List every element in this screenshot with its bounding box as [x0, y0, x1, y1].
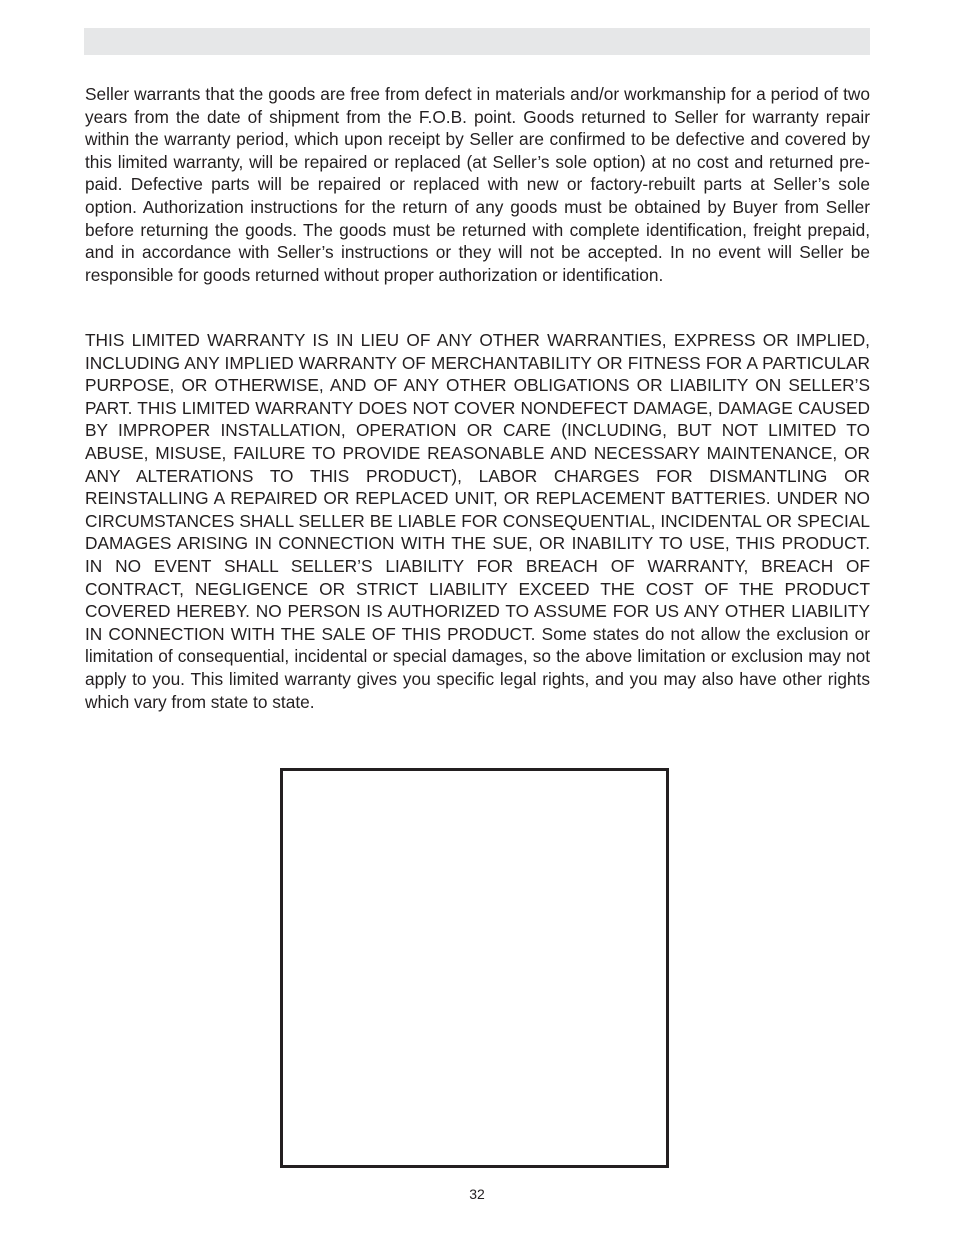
- section-header-bar: [84, 28, 870, 55]
- page-number: 32: [469, 1186, 485, 1202]
- disclaimer-paragraph: THIS LIMITED WARRANTY IS IN LIEU OF ANY OTHER WARRANTIES, EXPRESS OR IMPLIED, INCLUDING ANY IMPLIED WARRANTY OF MERCHANTABILITY OR FITNESS FOR A PARTICULAR PURPOSE, OR OTHERWISE, AND OF ANY OTHER OBLIGATIONS OR LIABILITY ON SELLER’S PART. THIS LIMITED WARRANTY DOES NOT COVER NONDEFECT DAMAGE, DAMAGE CAUSED BY IMPROPER INSTALLATION, OPERATION OR CARE (INCLUDING, BUT NOT LIMITED TO ABUSE, MISUSE, FAILURE TO PROVIDE REASONABLE AND NECESSARY MAINTENANCE, OR ANY ALTERATIONS TO THIS PRODUCT), LABOR CHARGES FOR DISMANTLING OR REINSTALLING A REPAIRED OR REPLACED UNIT, OR REPLACEMENT BATTERIES. UNDER NO CIRCUMSTANCES SHALL SELLER BE LIABLE FOR CONSEQUENTIAL, INCIDENTAL OR SPECIAL DAMAGES ARISING IN CONNECTION WITH THE SUE, OR INABILITY TO USE, THIS PRODUCT. IN NO EVENT SHALL SELLER’S LIABILITY FOR BREACH OF WARRANTY, BREACH OF CONTRACT, NEGLIGENCE OR STRICT LIABILITY EXCEED THE COST OF THE PRODUCT COVERED HEREBY. NO PERSON IS AUTHORIZED TO ASSUME FOR US ANY OTHER LIABILITY IN CONNECTION WITH THE SALE OF THIS PRODUCT. Some states do not allow the exclusion or limitation of consequential, incidental or special damages, so the above limitation or exclusion may not apply to you. This limited warranty gives you specific legal rights, and you may also have other rights which vary from state to state.: [85, 330, 870, 712]
- warranty-paragraph: Seller warrants that the goods are free from defect in materials and/or workmanship for a period of two years from the date of shipment from the F.O.B. point. Goods returned to Seller for warranty repair within the warranty period, which upon receipt by Seller are confirmed to be defective and covered by this limited warranty, will be repaired or replaced (at Seller’s sole option) at no cost and returned pre-paid. Defective parts will be repaired or replaced with new or factory-rebuilt parts at Seller’s sole option. Authorization instructions for the return of any goods must be obtained by Buyer from Seller before returning the goods. The goods must be returned with complete identification, freight prepaid, and in accordance with Seller’s instructions or they will not be accepted. In no event will Seller be responsible for goods returned without proper authorization or identification.: [85, 84, 870, 285]
- blank-box: [280, 768, 669, 1168]
